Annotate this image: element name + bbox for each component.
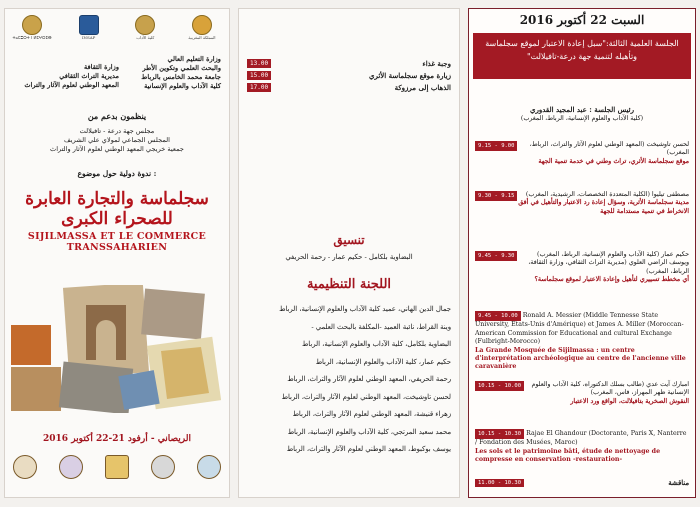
coordination-heading: تنسيق — [333, 233, 365, 247]
schedule-row: 13.00 وجبة غذاء — [247, 57, 451, 69]
symposium-label: ندوة دولية حول موضوع : — [77, 169, 157, 178]
committee-heading: اللجنة التنظيمية — [306, 277, 392, 292]
committee-member: لحسن تاوشيخت، المعهد الوطني لعلوم الآثار والتراث، الرباط — [281, 392, 451, 401]
partner-logo-4 — [151, 455, 175, 479]
talk-6: 10.15 - 10.30 Rajae El Ghandour (Doctorante, Paris X, Nanterre / Fondation des Musées, Maroc) Les sols et le patrimoine bâti, étude de nettoyage de compresse en conservation -restauration- — [475, 430, 687, 464]
partner-logo-5 — [197, 455, 221, 479]
time-badge: 10.30 - 11.00 — [475, 479, 524, 487]
session-chair-affiliation: (كلية الآداب والعلوم الإنسانية، الرباط، المغرب) — [520, 115, 644, 122]
org-left: وزارة الثقافة مديرية التراث الثقافي المعهد الوطني لعلوم الآثار والتراث — [24, 63, 119, 89]
time-badge: 9.00 - 9.15 — [475, 141, 517, 151]
session-chair: رئيس الجلسة : عبد المجيد القدوري — [530, 105, 634, 114]
talk-1: 9.00 - 9.15 لحسن تاوشيخت (المعهد الوطني لعلوم الآثار والتراث، الرباط، المغرب) موقع سجلماسة الأثري، تراث وطني في خدمة تنمية الجهة — [475, 141, 689, 166]
committee-list — [245, 301, 451, 459]
committee-member: البضاوية بلكامل، كلية الآداب والعلوم الإنسانية، الرباط — [302, 340, 451, 348]
logo-bar — [11, 15, 223, 49]
program-panel — [468, 8, 696, 498]
time-badge: 9.15 - 9.30 — [475, 191, 517, 201]
committee-member: زهراء قنيشة، المعهد الوطني لعلوم الآثار والتراث، الرباط — [292, 410, 451, 418]
committee-member: محمد سعيد المرتجي، كلية الآداب والعلوم الإنسانية، الرباط — [287, 427, 451, 436]
committee-member: وينة القراط، نائبة العميد -المكلفة بالبحث العلمي - — [311, 322, 451, 331]
time-badge: 9.30 - 9.45 — [475, 251, 517, 261]
org-right: وزارة التعليم العالي والبحث العلمي وتكوين الأطر جامعة محمد الخامس بالرباط كلية الآداب والعلوم الإنسانية — [141, 55, 221, 90]
time-badge: 13.00 — [247, 59, 271, 68]
institute-logo: INSAP — [68, 15, 110, 45]
committee-member: جمال الدين الهاني، عميد كلية الآداب والعلوم الإنسانية، الرباط — [279, 305, 451, 313]
committee-member: رحمة الحريفي، المعهد الوطني لعلوم الآثار والتراث، الرباط — [287, 375, 451, 383]
partner-logo-2 — [59, 455, 83, 479]
committee-member: حكيم عمار، كلية الآداب والعلوم الإنسانية، الرباط — [315, 357, 451, 366]
committee-member: يوسف بوكبوط، المعهد الوطني لعلوم الآثار والتراث، الرباط — [286, 445, 451, 453]
place-date: الريصاني - أرفود 21-22 أكتوبر 2016 — [43, 434, 191, 444]
session-date: السبت 22 أكتوبر 2016 — [519, 13, 645, 27]
monument-photo-collage — [11, 285, 221, 413]
title-french: SIJILMASSA ET LE COMMERCE TRANSSAHARIEN — [27, 231, 207, 253]
ministry-culture-logo: ⵜⴰⵎⵓⵔⵜ ⵏ ⵍⵎⵖⵔⵉⴱ — [11, 15, 53, 45]
afternoon-schedule — [247, 57, 451, 93]
talk-4: 9.45 - 10.00 Ronald A. Messier (Middle Tennesse State University, Etats-Unis d'Amérique) et James A. Miller (Moroccan-American Commission for Educational and cultural Exchange (Fulbright-Morocco) La Grande Mosquée de Sijilmassa : un centre d'interprétation archéologique au centre de l'ancienne ville caravanière — [475, 312, 686, 371]
time-badge: 17.00 — [247, 83, 271, 92]
time-badge: 15.00 — [247, 71, 271, 80]
partner-logo-1 — [13, 455, 37, 479]
kingdom-logo: المملكة المغربية — [181, 15, 223, 45]
title-arabic: سجلماسة والتجارة العابرة للصحراء الكبرى — [25, 189, 209, 229]
schedule-row: 15.00 زيارة موقع سجلماسة الأثري — [247, 69, 451, 81]
discussion-row: 10.30 - 11.00 مناقشة — [475, 479, 689, 487]
cover-panel — [4, 8, 230, 498]
talk-3: 9.30 - 9.45 حكيم عمار (كلية الآداب والعلوم الإنسانية، الرباط، المغرب) ويوسف الراضي العلوي (مديرية التراث الثقافي، وزارة الثقافة، الرباط، المغرب) أي مخطط تسييري لتأهيل وإعادة الاعتبار لموقع سجلماسة؟ — [475, 251, 689, 285]
time-badge: 9.45 - 10.00 — [475, 311, 521, 321]
university-logo: كلية الآداب — [124, 15, 166, 45]
time-badge: 10.15 - 10.30 — [475, 429, 524, 439]
session-title: الجلسة العلمية الثالثة:"سبل إعادة الاعتبار لموقع سجلماسة وتأهيله لتنمية جهة درعة-تافيلالت" — [473, 33, 691, 79]
partner-logos — [13, 455, 221, 479]
talk-5: 10.00 - 10.15 امبارك آيت عدي (طالب بسلك الدكتوراه، كلية الآداب والعلوم الإنسانية ظهر المهراز، فاس، المغرب) النقوش الصخرية بتافيلالت، الواقع ورد الاعتبار — [475, 381, 689, 406]
talk-2: 9.15 - 9.30 مصطفى تيليوا (الكلية المتعددة التخصصات، الرشيدية، المغرب) مدينة سجلماسة الأثرية، وسؤال إعادة رد الاعتبار والتأهيل في أفق الانخراط في تنمية مستدامة للجهة — [475, 191, 689, 216]
supporters: مجلس جهة درعة - تافيلالت المجلس الجماعي لمولاي علي الشريف جمعية خريجي المعهد الوطني لعلوم الآثار والتراث — [50, 127, 184, 153]
time-badge: 10.00 - 10.15 — [475, 381, 524, 391]
coordinators: البضاوية بلكامل - حكيم عمار - رحمة الحريفي — [285, 253, 413, 261]
schedule-row: 17.00 الذهاب إلى مرزوكة — [247, 81, 451, 93]
partner-logo-3 — [105, 455, 129, 479]
committee-panel — [238, 8, 460, 498]
organize-heading: ينظمون بدعم من — [87, 111, 147, 121]
